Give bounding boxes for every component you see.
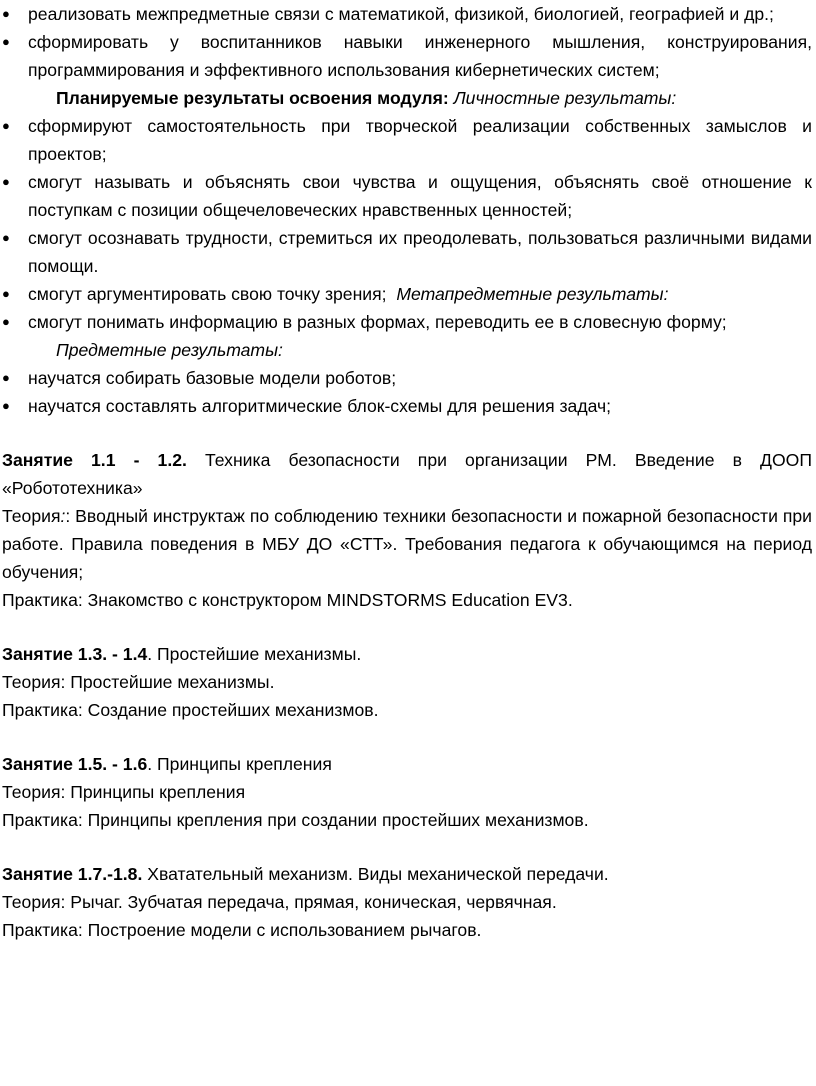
lesson-label: Занятие 1.7.-1.8.: [2, 864, 143, 884]
list-item: ● научатся составлять алгоритмические блок-схемы для решения задач;: [2, 392, 812, 420]
results-heading-bold: Планируемые результаты освоения модуля:: [56, 88, 449, 108]
lesson-block: [2, 750, 812, 834]
lesson-label: Занятие 1.3. - 1.4: [2, 644, 148, 664]
lesson-practice: Практика: Построение модели с использованием рычагов.: [2, 920, 482, 940]
lesson-practice: Практика: Принципы крепления при создании простейших механизмов.: [2, 810, 589, 830]
list-item: ● смогут осознавать трудности, стремиться их преодолевать, пользоваться различными видами помощи.: [2, 224, 812, 280]
lesson-title: Занятие 1.1 - 1.2. Техника безопасности при организации РМ. Введение в ДООП «Робототехника»: [2, 450, 812, 498]
lesson-title: Занятие 1.5. - 1.6. Принципы крепления: [2, 754, 332, 774]
goals-list: [2, 0, 812, 84]
results-heading-italic: Личностные результаты:: [453, 88, 677, 108]
meta-results-heading: Метапредметные результаты:: [396, 284, 669, 304]
personal-results-list: [2, 112, 812, 336]
list-item: ● реализовать межпредметные связи с математикой, физикой, биологией, географией и др.;: [2, 0, 812, 28]
lesson-block: [2, 640, 812, 724]
lesson-label: Занятие 1.1 - 1.2.: [2, 450, 187, 470]
list-item: ● сформируют самостоятельность при творческой реализации собственных замыслов и проектов;: [2, 112, 812, 168]
list-item: ● смогут называть и объяснять свои чувства и ощущения, объяснять своё отношение к поступкам с позиции общечеловеческих нравственных ценностей;: [2, 168, 812, 224]
lesson-theory: Теория: Принципы крепления: [2, 782, 246, 802]
meta-item-text: смогут аргументировать свою точку зрения;: [28, 284, 387, 304]
lesson-theory: Теория:: Вводный инструктаж по соблюдению техники безопасности и пожарной безопасности при работе. Правила поведения в МБУ ДО «СТТ». Требования педагога к обучающимся на период обучения;: [2, 506, 812, 582]
lesson-theory: Теория: Простейшие механизмы.: [2, 672, 275, 692]
lesson-block: [2, 446, 812, 614]
list-item: ● сформировать у воспитанников навыки инженерного мышления, конструирования, программирования и эффективного использования кибернетических систем;: [2, 28, 812, 84]
lesson-title: Занятие 1.3. - 1.4. Простейшие механизмы.: [2, 644, 362, 664]
list-item: ● научатся собирать базовые модели роботов;: [2, 364, 812, 392]
subject-results-list: [2, 364, 812, 420]
results-heading: [2, 84, 812, 112]
lesson-title: Занятие 1.7.-1.8. Хватательный механизм. Виды механической передачи.: [2, 864, 609, 884]
lesson-label: Занятие 1.5. - 1.6: [2, 754, 148, 774]
list-item: [2, 280, 812, 308]
lesson-practice: Практика: Знакомство с конструктором MINDSTORMS Education EV3.: [2, 590, 573, 610]
lesson-theory: Теория: Рычаг. Зубчатая передача, прямая, коническая, червячная.: [2, 892, 557, 912]
subject-results-heading: Предметные результаты:: [56, 340, 283, 360]
lesson-block: [2, 860, 812, 944]
lesson-practice: Практика: Создание простейших механизмов.: [2, 700, 379, 720]
list-item: ● смогут понимать информацию в разных формах, переводить ее в словесную форму;: [2, 308, 812, 336]
